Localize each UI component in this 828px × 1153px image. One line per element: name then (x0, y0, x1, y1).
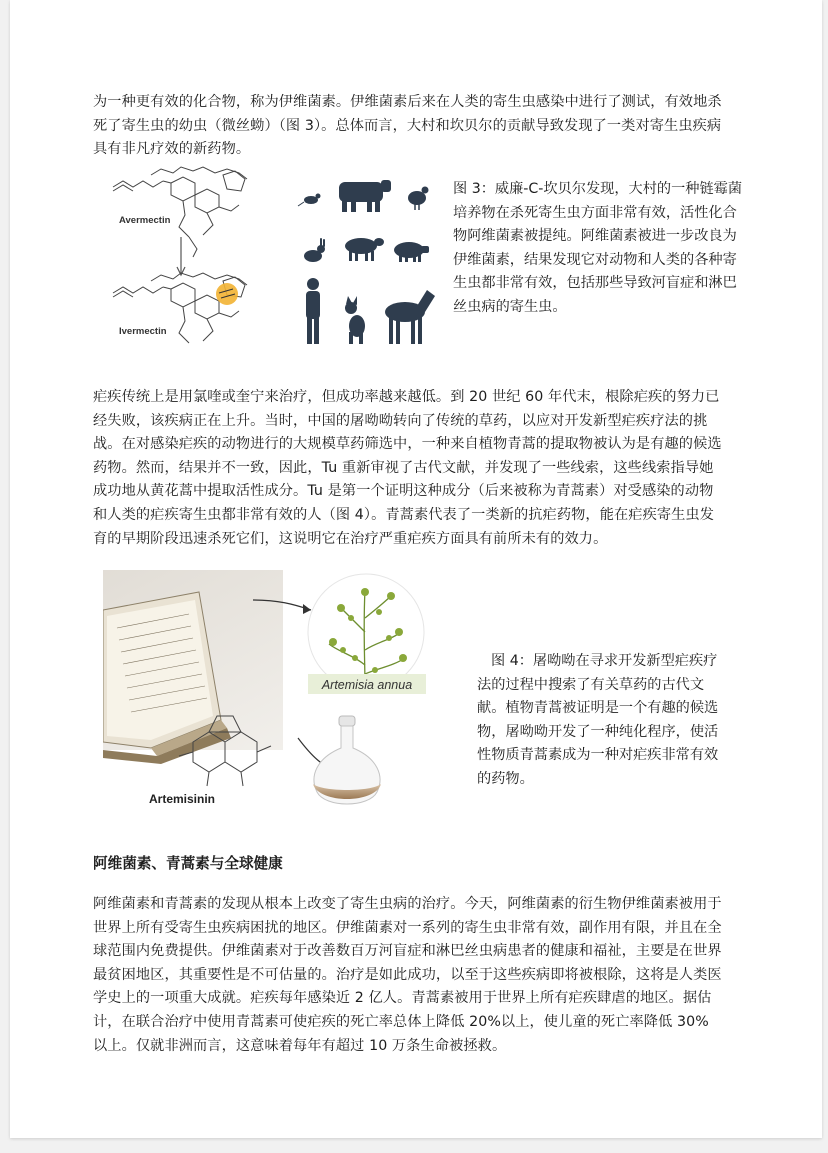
dog-icon (345, 296, 365, 344)
rabbit-icon (304, 238, 325, 262)
section-heading: 阿维菌素、青蒿素与全球健康 (93, 855, 283, 872)
paragraph-global-health: 阿维菌素和青蒿素的发现从根本上改变了寄生虫病的治疗。今天，阿维菌素的衍生物伊维菌素被用于世界上所有受寄生虫疾病困扰的地区。伊维菌素对一系列的寄生虫非常有效，副作用有限，并且在全球范围内免费提供。伊维菌素对于改善数百万河盲症和淋巴丝虫病患者的健康和福祉，主要是在世界最贫困地区，其重要性是不可估量的。治疗是如此成功，以至于这些疾病即将被根除，这将是人类医学史上的一项重大成就。疟疾每年感染近 2 亿人。青蒿素被用于世界上所有疟疾肆虐的地区。据估计，在联合治疗中使用青蒿素可使疟疾的死亡率总体上降低 20%以上，使儿童的死亡率降低 30%以上。仅就非洲而言，这意味着每年有超过 10 万条生命被拯救。 (93, 896, 722, 1054)
pig-icon (394, 242, 429, 262)
plant-label: Artemisia annua (321, 678, 413, 692)
paragraph-ivermectin-intro: 为一种更有效的化合物，称为伊维菌素。伊维菌素后来在人类的寄生虫感染中进行了测试，有效地杀死了寄生虫的幼虫（微丝蚴）（图 3）。总体而言，大村和坎贝尔的贡献导致发现了一类对寄生虫疾病具有非凡疗效的新药物。 (93, 94, 722, 158)
figure4-caption: 图 4：屠呦呦在寻求开发新型疟疾疗法的过程中搜索了有关草药的古代文献。植物青蒿被证明是一个有趣的候选物，屠呦呦开发了一种纯化程序，使活性物质青蒿素成为一种对疟疾非常有效的药物。 (477, 653, 719, 787)
avermectin-label: Avermectin (119, 215, 171, 226)
sheep-icon (345, 238, 384, 261)
cow-icon (339, 180, 391, 212)
animal-silhouettes (295, 172, 440, 352)
artemisinin-label: Artemisinin (149, 792, 216, 806)
human-icon (306, 278, 320, 344)
artemisia-figure (103, 570, 443, 815)
chicken-icon (408, 187, 429, 211)
ivermectin-label: Ivermectin (119, 326, 167, 337)
mouse-icon (298, 194, 321, 207)
figure3-caption: 图 3：威廉-C-坎贝尔发现，大村的一种链霉菌培养物在杀死寄生虫方面非常有效，活性化合物阿维菌素被提纯。阿维菌素被进一步改良为伊维菌素，结果发现它对动物和人类的各种寄生虫都非常有效，包括那些导致河盲症和淋巴丝虫病的寄生虫。 (453, 181, 743, 315)
paragraph-artemisinin-history: 疟疾传统上是用氯喹或奎宁来治疗，但成功率越来越低。到 20 世纪 60 年代末，根除疟疾的努力已经失败，该疾病正在上升。当时，中国的屠呦呦转向了传统的草药，以应对开发新型疟疾疗法的挑战。在对感染疟疾的动物进行的大规模草药筛选中，一种来自植物青蒿的提取物被认为是有趣的候选药物。然而，结果并不一致，因此，Tu 重新审视了古代文献，并发现了一些线索，这些线索指导她成功地从黄花蒿中提取活性成分。Tu 是第一个证明这种成分（后来被称为青蒿素）对受感染的动物和人类的疟疾寄生虫都非常有效的人（图 4）。青蒿素代表了一类新的抗疟药物，能在疟疾寄生虫发育的早期阶段迅速杀死它们，这说明它在治疗严重疟疾方面具有前所未有的效力。 (93, 389, 722, 547)
horse-icon (385, 290, 435, 344)
avermectin-ivermectin-structures (103, 165, 263, 355)
